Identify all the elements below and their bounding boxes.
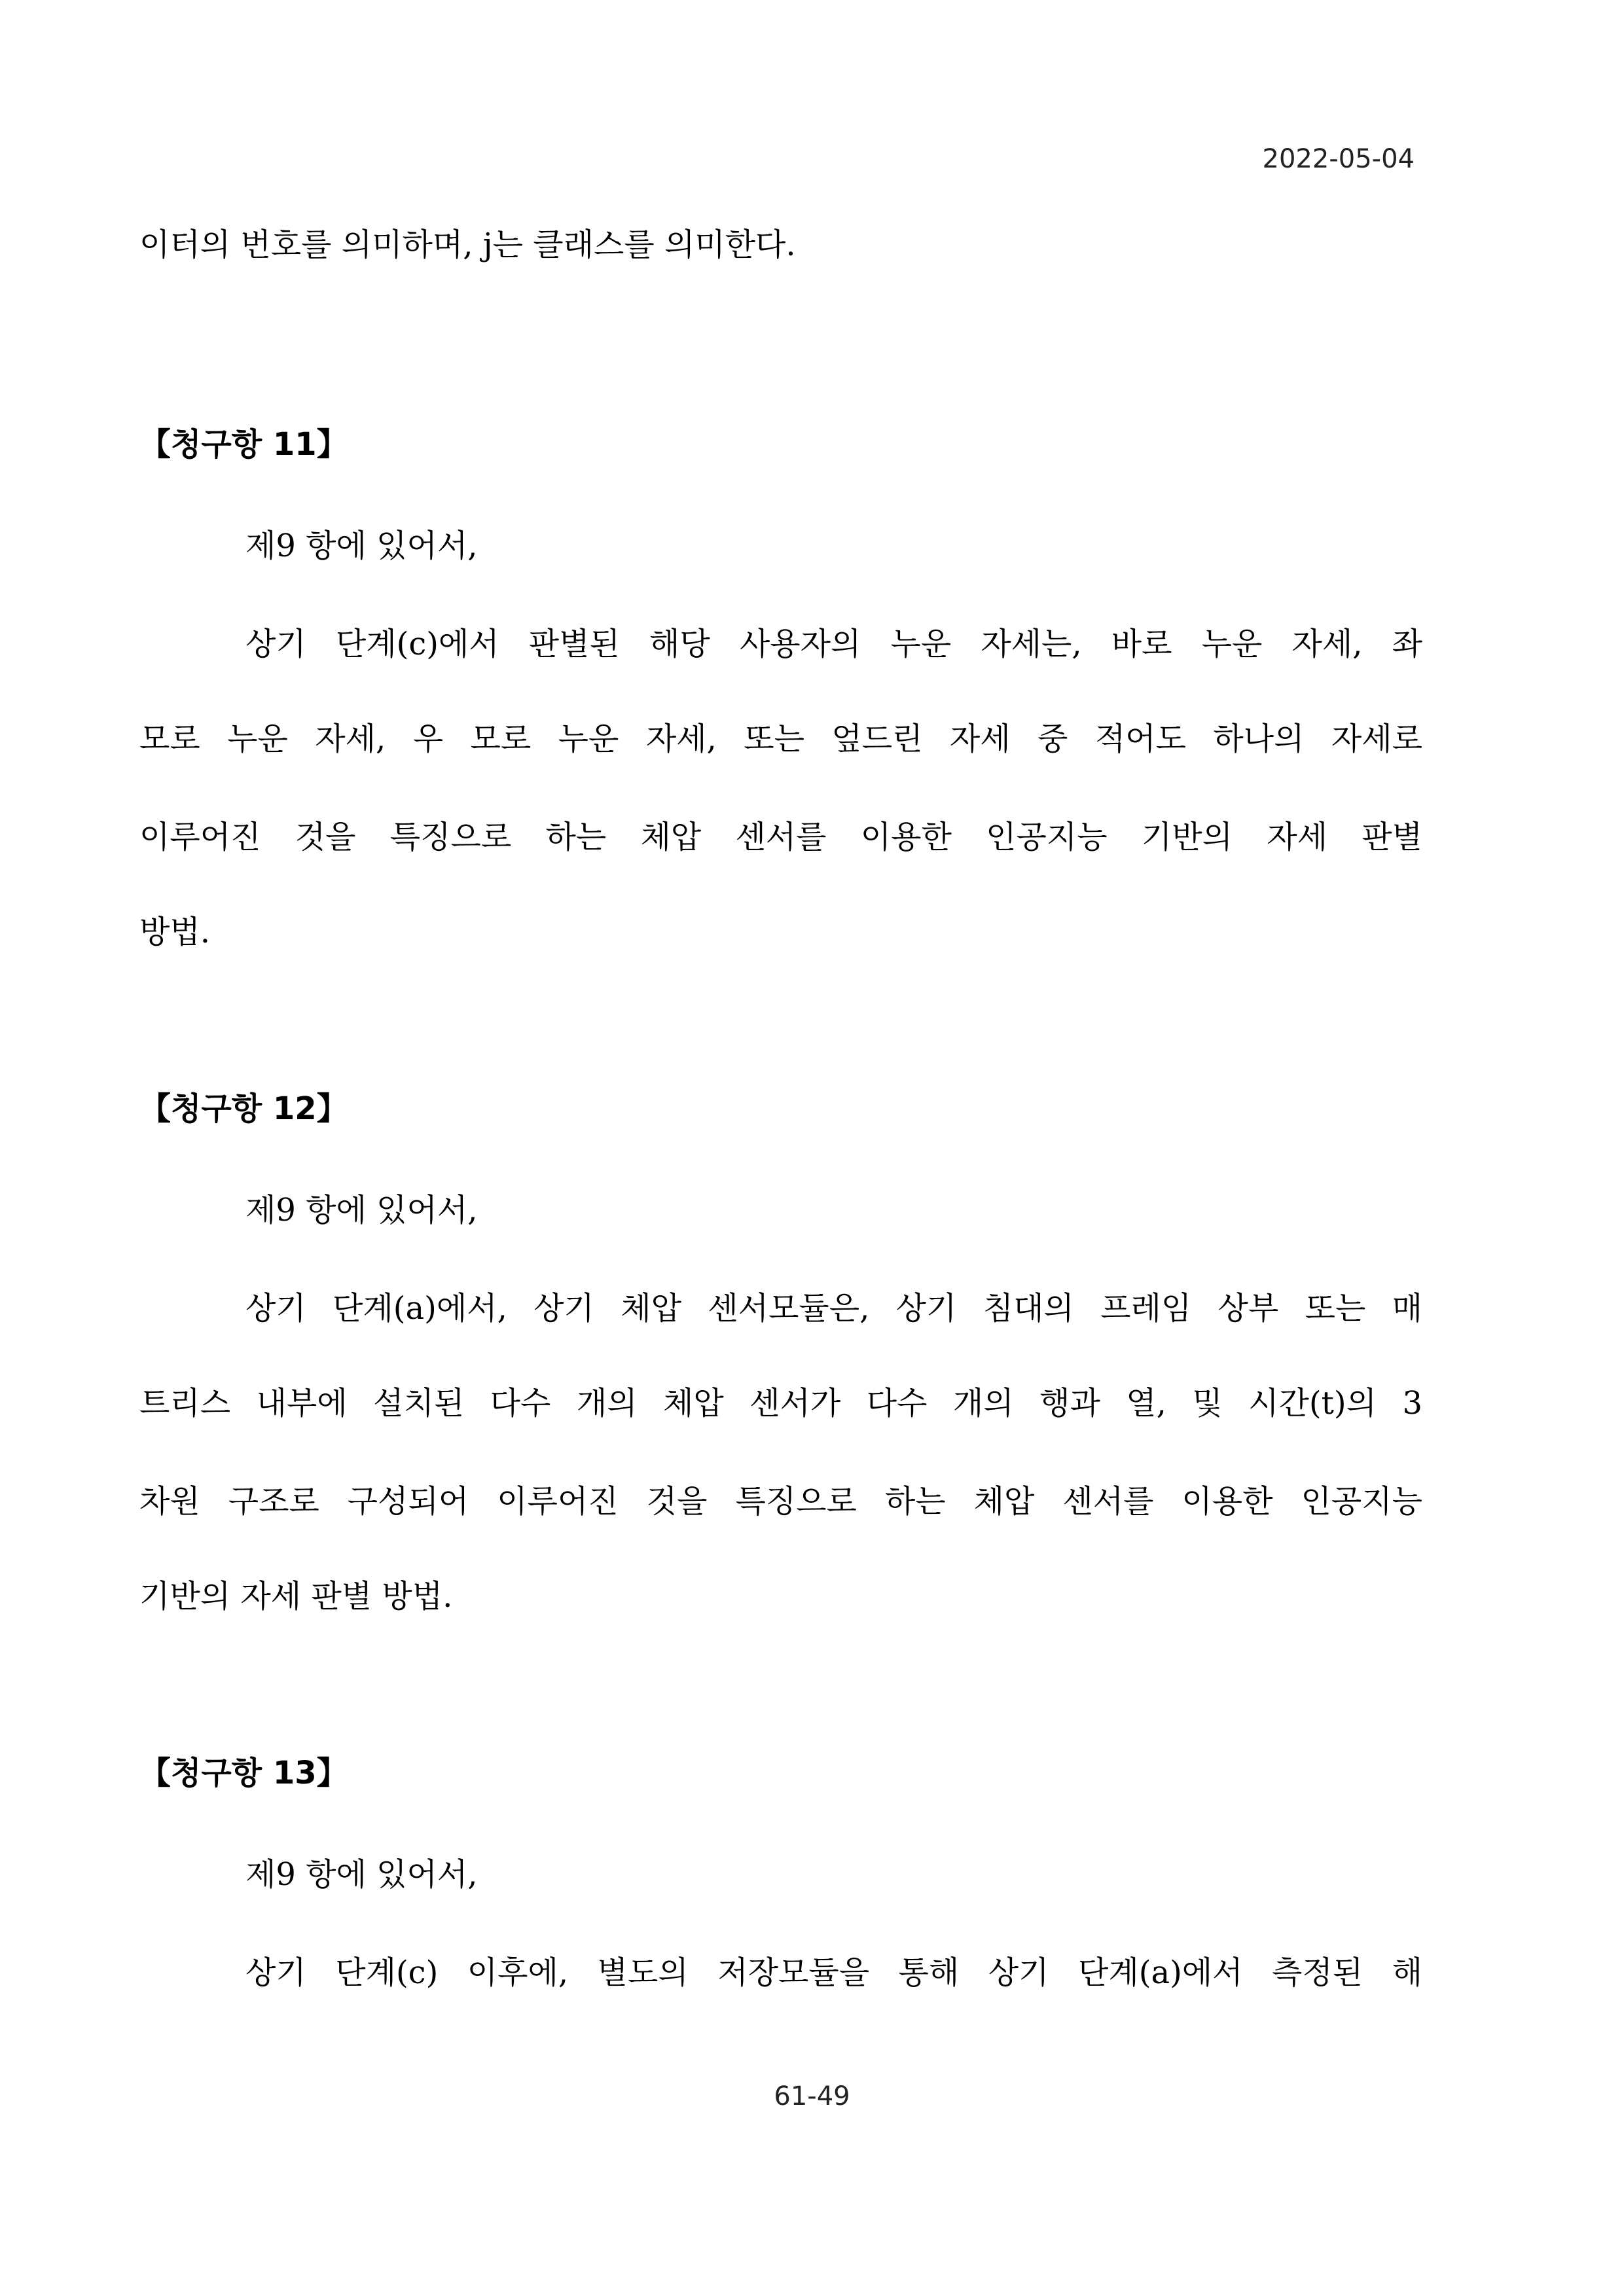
header-date: 2022-05-04: [1262, 144, 1415, 174]
claim-11-line-4: 방법.: [139, 914, 210, 950]
claim-13-intro: 제9 항에 있어서,: [245, 1856, 478, 1893]
page-number: 61-49: [774, 2081, 850, 2111]
claim-12-heading: 【청구항 12】: [139, 1090, 348, 1127]
claim-12-line-3: 차원 구조로 구성되어 이루어진 것을 특징으로 하는 체압 센서를 이용한 인공지능: [139, 1483, 1422, 1520]
claim-13-heading: 【청구항 13】: [139, 1755, 348, 1791]
claim-12-line-2: 트리스 내부에 설치된 다수 개의 체압 센서가 다수 개의 행과 열, 및 시간(t)의 3: [139, 1385, 1422, 1422]
claim-11-line-2: 모로 누운 자세, 우 모로 누운 자세, 또는 엎드린 자세 중 적어도 하나의 자세로: [139, 721, 1422, 757]
claim-11-line-1: 상기 단계(c)에서 판별된 해당 사용자의 누운 자세는, 바로 누운 자세, 좌: [245, 626, 1422, 662]
claim-12-line-4: 기반의 자세 판별 방법.: [139, 1578, 453, 1615]
claim-11-intro: 제9 항에 있어서,: [245, 528, 478, 564]
continuation-line: 이터의 번호를 의미하며, j는 클래스를 의미한다.: [139, 226, 796, 263]
claim-12-line-1: 상기 단계(a)에서, 상기 체압 센서모듈은, 상기 침대의 프레임 상부 또는 매: [245, 1290, 1422, 1327]
claim-12-intro: 제9 항에 있어서,: [245, 1192, 478, 1229]
claim-11-heading: 【청구항 11】: [139, 426, 348, 463]
claim-13-line-1: 상기 단계(c) 이후에, 별도의 저장모듈을 통해 상기 단계(a)에서 측정된 해: [245, 1954, 1422, 1991]
claim-11-line-3: 이루어진 것을 특징으로 하는 체압 센서를 이용한 인공지능 기반의 자세 판별: [139, 819, 1422, 855]
